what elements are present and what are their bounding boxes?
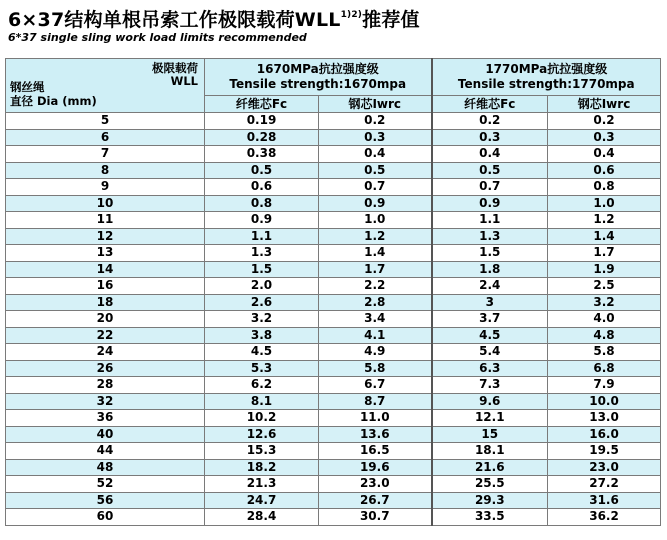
cell-1770-iwrc: 1.7 bbox=[548, 245, 661, 262]
cell-1670-fc: 5.3 bbox=[205, 360, 319, 377]
cell-1670-iwrc: 26.7 bbox=[319, 492, 432, 509]
cell-1770-iwrc: 0.4 bbox=[548, 146, 661, 163]
cell-1770-fc: 7.3 bbox=[432, 377, 548, 394]
cell-1670-fc: 10.2 bbox=[205, 410, 319, 427]
table-row bbox=[6, 146, 661, 163]
cell-diameter: 24 bbox=[6, 344, 205, 361]
cell-1670-fc: 0.19 bbox=[205, 113, 319, 130]
cell-1770-fc: 25.5 bbox=[432, 476, 548, 493]
cell-1670-iwrc: 0.5 bbox=[319, 162, 432, 179]
col-header-iwrc-1670: 钢芯Iwrc bbox=[319, 96, 432, 113]
cell-1770-fc: 1.8 bbox=[432, 261, 548, 278]
cell-1770-fc: 2.4 bbox=[432, 278, 548, 295]
cell-1770-iwrc: 2.5 bbox=[548, 278, 661, 295]
cell-1770-fc: 29.3 bbox=[432, 492, 548, 509]
cell-1670-fc: 0.6 bbox=[205, 179, 319, 196]
cell-1670-iwrc: 0.3 bbox=[319, 129, 432, 146]
cell-1670-fc: 1.5 bbox=[205, 261, 319, 278]
cell-1670-iwrc: 19.6 bbox=[319, 459, 432, 476]
group-1770-cn: 1770MPa抗拉强度级 bbox=[485, 62, 608, 76]
group-1770-en: Tensile strength:1770mpa bbox=[457, 77, 635, 91]
cell-1770-iwrc: 31.6 bbox=[548, 492, 661, 509]
cell-1770-iwrc: 19.5 bbox=[548, 443, 661, 460]
cell-1670-fc: 3.8 bbox=[205, 327, 319, 344]
cell-1770-fc: 18.1 bbox=[432, 443, 548, 460]
table-row bbox=[6, 459, 661, 476]
cell-1670-iwrc: 8.7 bbox=[319, 393, 432, 410]
cell-1670-fc: 18.2 bbox=[205, 459, 319, 476]
cell-1770-fc: 0.5 bbox=[432, 162, 548, 179]
cell-1770-fc: 6.3 bbox=[432, 360, 548, 377]
cell-1670-fc: 4.5 bbox=[205, 344, 319, 361]
page-title bbox=[8, 5, 420, 32]
cell-1670-iwrc: 1.0 bbox=[319, 212, 432, 229]
table-row bbox=[6, 476, 661, 493]
title-suffix: 推荐值 bbox=[362, 9, 420, 31]
cell-1770-iwrc: 5.8 bbox=[548, 344, 661, 361]
cell-1670-iwrc: 0.7 bbox=[319, 179, 432, 196]
cell-diameter: 14 bbox=[6, 261, 205, 278]
cell-1670-iwrc: 0.2 bbox=[319, 113, 432, 130]
title-main: 6×37结构单根吊索工作极限载荷WLL bbox=[8, 9, 341, 31]
table-body bbox=[6, 113, 661, 526]
cell-1770-iwrc: 1.9 bbox=[548, 261, 661, 278]
cell-1670-fc: 28.4 bbox=[205, 509, 319, 526]
cell-diameter: 16 bbox=[6, 278, 205, 295]
group-1770-header bbox=[432, 59, 661, 96]
cell-1670-fc: 2.0 bbox=[205, 278, 319, 295]
corner-wll-en: WLL bbox=[170, 74, 198, 88]
table-row bbox=[6, 129, 661, 146]
cell-1670-iwrc: 2.8 bbox=[319, 294, 432, 311]
table-row bbox=[6, 162, 661, 179]
cell-1670-fc: 6.2 bbox=[205, 377, 319, 394]
group-1670-en: Tensile strength:1670mpa bbox=[229, 77, 407, 91]
corner-dia-en: 直径 Dia (mm) bbox=[10, 94, 97, 108]
cell-1770-iwrc: 4.8 bbox=[548, 327, 661, 344]
cell-1670-iwrc: 4.9 bbox=[319, 344, 432, 361]
cell-1670-fc: 0.5 bbox=[205, 162, 319, 179]
table-row bbox=[6, 311, 661, 328]
cell-1670-iwrc: 6.7 bbox=[319, 377, 432, 394]
cell-1670-fc: 0.38 bbox=[205, 146, 319, 163]
cell-1670-fc: 1.1 bbox=[205, 228, 319, 245]
cell-1770-fc: 3.7 bbox=[432, 311, 548, 328]
corner-header-cell bbox=[6, 59, 205, 113]
table-row bbox=[6, 377, 661, 394]
cell-1670-iwrc: 13.6 bbox=[319, 426, 432, 443]
table-row bbox=[6, 278, 661, 295]
cell-diameter: 60 bbox=[6, 509, 205, 526]
cell-diameter: 22 bbox=[6, 327, 205, 344]
table-row bbox=[6, 212, 661, 229]
cell-1770-fc: 0.3 bbox=[432, 129, 548, 146]
cell-1770-iwrc: 0.2 bbox=[548, 113, 661, 130]
cell-diameter: 13 bbox=[6, 245, 205, 262]
cell-1770-fc: 9.6 bbox=[432, 393, 548, 410]
cell-1770-iwrc: 3.2 bbox=[548, 294, 661, 311]
cell-diameter: 7 bbox=[6, 146, 205, 163]
cell-diameter: 32 bbox=[6, 393, 205, 410]
cell-diameter: 12 bbox=[6, 228, 205, 245]
table-row bbox=[6, 393, 661, 410]
corner-dia-cn: 钢丝绳 bbox=[10, 80, 45, 94]
cell-1670-iwrc: 4.1 bbox=[319, 327, 432, 344]
cell-1770-iwrc: 1.0 bbox=[548, 195, 661, 212]
cell-diameter: 11 bbox=[6, 212, 205, 229]
corner-wll-cn: 极限载荷 bbox=[152, 61, 198, 75]
cell-1670-fc: 0.9 bbox=[205, 212, 319, 229]
cell-diameter: 26 bbox=[6, 360, 205, 377]
table-row bbox=[6, 261, 661, 278]
cell-diameter: 10 bbox=[6, 195, 205, 212]
wll-table bbox=[5, 58, 661, 526]
cell-1670-iwrc: 2.2 bbox=[319, 278, 432, 295]
cell-1770-fc: 21.6 bbox=[432, 459, 548, 476]
cell-diameter: 48 bbox=[6, 459, 205, 476]
cell-1670-fc: 8.1 bbox=[205, 393, 319, 410]
cell-1770-fc: 15 bbox=[432, 426, 548, 443]
cell-1770-fc: 1.3 bbox=[432, 228, 548, 245]
table-row bbox=[6, 113, 661, 130]
cell-diameter: 44 bbox=[6, 443, 205, 460]
cell-diameter: 28 bbox=[6, 377, 205, 394]
group-1670-cn: 1670MPa抗拉强度级 bbox=[256, 62, 379, 76]
cell-1770-iwrc: 7.9 bbox=[548, 377, 661, 394]
table-row bbox=[6, 179, 661, 196]
corner-dia-label bbox=[10, 80, 97, 108]
cell-1670-iwrc: 23.0 bbox=[319, 476, 432, 493]
table-row bbox=[6, 327, 661, 344]
cell-1770-iwrc: 1.4 bbox=[548, 228, 661, 245]
cell-diameter: 6 bbox=[6, 129, 205, 146]
corner-wll-label bbox=[152, 62, 198, 88]
cell-1670-fc: 2.6 bbox=[205, 294, 319, 311]
title-footnote-mark: 1)2) bbox=[340, 10, 363, 20]
cell-1670-fc: 0.28 bbox=[205, 129, 319, 146]
cell-diameter: 20 bbox=[6, 311, 205, 328]
cell-1670-fc: 15.3 bbox=[205, 443, 319, 460]
cell-1670-fc: 24.7 bbox=[205, 492, 319, 509]
cell-diameter: 56 bbox=[6, 492, 205, 509]
table-row bbox=[6, 294, 661, 311]
cell-1770-fc: 33.5 bbox=[432, 509, 548, 526]
cell-1670-iwrc: 1.4 bbox=[319, 245, 432, 262]
cell-1770-iwrc: 6.8 bbox=[548, 360, 661, 377]
cell-1770-fc: 12.1 bbox=[432, 410, 548, 427]
table-row bbox=[6, 492, 661, 509]
cell-1670-fc: 0.8 bbox=[205, 195, 319, 212]
cell-diameter: 52 bbox=[6, 476, 205, 493]
cell-1770-fc: 1.1 bbox=[432, 212, 548, 229]
cell-1670-iwrc: 5.8 bbox=[319, 360, 432, 377]
table-row bbox=[6, 245, 661, 262]
col-header-fc-1670: 纤维芯Fc bbox=[205, 96, 319, 113]
cell-1670-fc: 3.2 bbox=[205, 311, 319, 328]
cell-1770-iwrc: 16.0 bbox=[548, 426, 661, 443]
cell-1670-iwrc: 1.7 bbox=[319, 261, 432, 278]
cell-diameter: 18 bbox=[6, 294, 205, 311]
cell-1770-fc: 5.4 bbox=[432, 344, 548, 361]
table-row bbox=[6, 228, 661, 245]
group-1670-header bbox=[205, 59, 432, 96]
table-row bbox=[6, 344, 661, 361]
cell-1770-fc: 4.5 bbox=[432, 327, 548, 344]
cell-1670-iwrc: 3.4 bbox=[319, 311, 432, 328]
cell-1770-fc: 1.5 bbox=[432, 245, 548, 262]
cell-1770-iwrc: 27.2 bbox=[548, 476, 661, 493]
cell-diameter: 40 bbox=[6, 426, 205, 443]
cell-1770-iwrc: 1.2 bbox=[548, 212, 661, 229]
cell-1670-iwrc: 11.0 bbox=[319, 410, 432, 427]
cell-1770-iwrc: 36.2 bbox=[548, 509, 661, 526]
col-header-fc-1770: 纤维芯Fc bbox=[432, 96, 548, 113]
page-subtitle: 6*37 single sling work load limits recommended bbox=[8, 31, 307, 44]
cell-diameter: 9 bbox=[6, 179, 205, 196]
cell-1770-iwrc: 4.0 bbox=[548, 311, 661, 328]
cell-1770-fc: 0.9 bbox=[432, 195, 548, 212]
table-row bbox=[6, 360, 661, 377]
cell-1770-fc: 3 bbox=[432, 294, 548, 311]
cell-1770-iwrc: 13.0 bbox=[548, 410, 661, 427]
cell-1770-fc: 0.7 bbox=[432, 179, 548, 196]
cell-1770-iwrc: 23.0 bbox=[548, 459, 661, 476]
cell-1670-iwrc: 16.5 bbox=[319, 443, 432, 460]
cell-diameter: 8 bbox=[6, 162, 205, 179]
table-header bbox=[6, 59, 661, 113]
table-row bbox=[6, 443, 661, 460]
cell-1770-iwrc: 0.3 bbox=[548, 129, 661, 146]
cell-1670-iwrc: 30.7 bbox=[319, 509, 432, 526]
cell-1670-iwrc: 0.4 bbox=[319, 146, 432, 163]
table-row bbox=[6, 195, 661, 212]
cell-1670-fc: 1.3 bbox=[205, 245, 319, 262]
cell-1670-fc: 21.3 bbox=[205, 476, 319, 493]
cell-1770-fc: 0.2 bbox=[432, 113, 548, 130]
cell-1770-iwrc: 0.6 bbox=[548, 162, 661, 179]
cell-diameter: 36 bbox=[6, 410, 205, 427]
cell-diameter: 5 bbox=[6, 113, 205, 130]
cell-1770-iwrc: 0.8 bbox=[548, 179, 661, 196]
table-row bbox=[6, 426, 661, 443]
cell-1670-fc: 12.6 bbox=[205, 426, 319, 443]
cell-1670-iwrc: 0.9 bbox=[319, 195, 432, 212]
table-row bbox=[6, 509, 661, 526]
table-row bbox=[6, 410, 661, 427]
cell-1670-iwrc: 1.2 bbox=[319, 228, 432, 245]
cell-1770-fc: 0.4 bbox=[432, 146, 548, 163]
col-header-iwrc-1770: 钢芯Iwrc bbox=[548, 96, 661, 113]
cell-1770-iwrc: 10.0 bbox=[548, 393, 661, 410]
